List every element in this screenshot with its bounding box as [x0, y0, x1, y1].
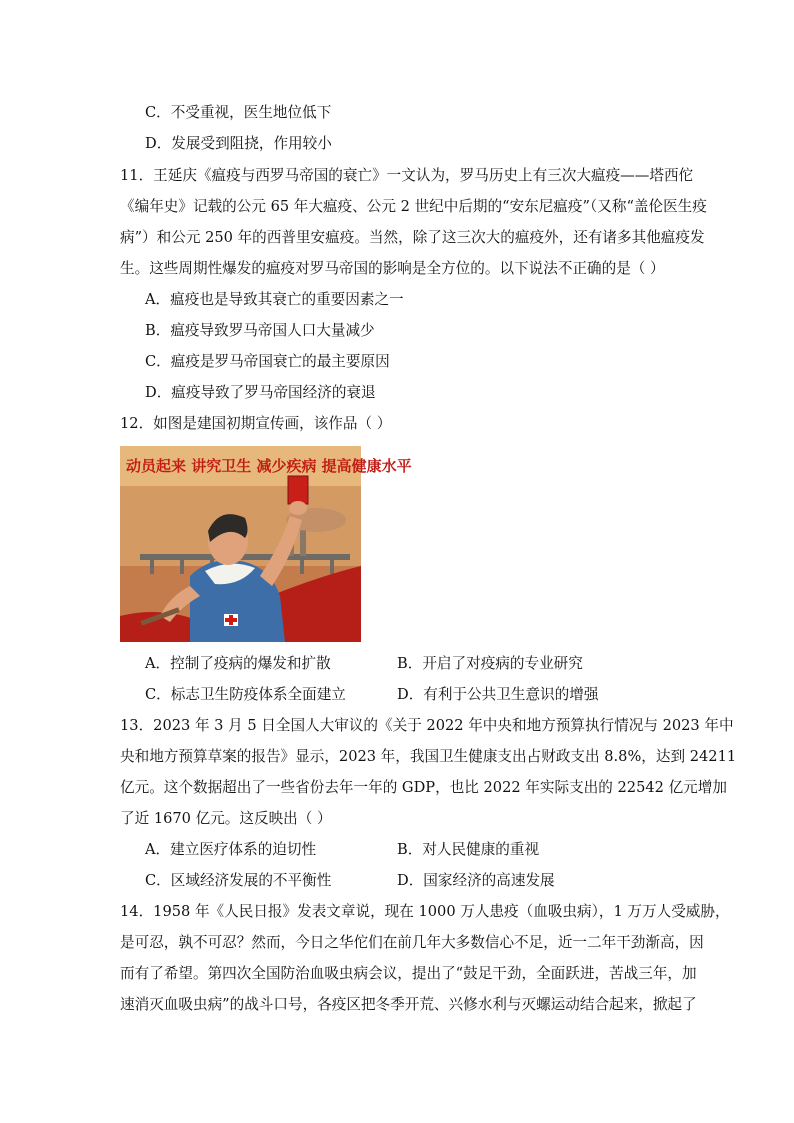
- q13-stem-line-2: 央和地方预算草案的报告》显示，2023 年，我国卫生健康支出占财政支出 8.8%，达到 24211: [120, 748, 737, 765]
- propaganda-poster-image: [120, 446, 412, 642]
- q13-stem-line-4: 了近 1670 亿元。这反映出（ ）: [120, 810, 332, 827]
- q13-stem-line-3: 亿元。这个数据超出了一些省份去年一年的 GDP，也比 2022 年实际支出的 22542 亿元增加: [120, 779, 727, 796]
- q10-option-c: C．不受重视，医生地位低下: [145, 104, 332, 121]
- q14-stem-line-2: 是可忍，孰不可忍？然而，今日之华佗们在前几年大多数信心不足，近一二年干劲渐高，因: [120, 934, 704, 951]
- q13-stem-line-1: 13．2023 年 3 月 5 日全国人大审议的《关于 2022 年中央和地方预算执行情况与 2023 年中: [120, 717, 734, 734]
- poster-slogan: 动员起来 讲究卫生 减少疾病 提高健康水平: [126, 457, 412, 475]
- q14-stem-line-1: 14．1958 年《人民日报》发表文章说，现在 1000 万人患疫（血吸虫病），1 万万人受威胁，: [120, 903, 730, 920]
- q14-stem-line-3: 而有了希望。第四次全国防治血吸虫病会议，提出了“鼓足干劲，全面跃进，苦战三年，加: [120, 965, 697, 982]
- q11-option-c: C．瘟疫是罗马帝国衰亡的最主要原因: [145, 353, 390, 370]
- q12-stem: 12．如图是建国初期宣传画，该作品（ ）: [120, 415, 392, 432]
- q11-option-d: D．瘟疫导致了罗马帝国经济的衰退: [145, 384, 376, 401]
- q11-stem-line-4: 生。这些周期性爆发的瘟疫对罗马帝国的影响是全方位的。以下说法不正确的是（ ）: [120, 260, 665, 277]
- q14-stem-line-4: 速消灭血吸虫病”的战斗口号，各疫区把冬季开荒、兴修水利与灭螺运动结合起来，掀起了: [120, 996, 697, 1013]
- q13-option-b: B．对人民健康的重视: [397, 841, 540, 858]
- q11-option-a: A．瘟疫也是导致其衰亡的重要因素之一: [145, 291, 404, 308]
- q10-option-d: D．发展受到阻挠，作用较小: [145, 135, 332, 152]
- q11-stem-line-3: 病”）和公元 250 年的西普里安瘟疫。当然，除了这三次大的瘟疫外，还有诸多其他瘟疫发: [120, 229, 705, 246]
- q12-option-a: A．控制了疫病的爆发和扩散: [145, 655, 331, 672]
- q11-option-b: B．瘟疫导致罗马帝国人口大量减少: [145, 322, 375, 339]
- q11-stem-line-2: 《编年史》记载的公元 65 年大瘟疫、公元 2 世纪中后期的“安东尼瘟疫”（又称“盖伦医生疫: [120, 198, 707, 215]
- q11-stem-line-1: 11．王延庆《瘟疫与西罗马帝国的衰亡》一文认为，罗马历史上有三次大瘟疫——塔西佗: [120, 167, 694, 184]
- q12-option-c: C．标志卫生防疫体系全面建立: [145, 686, 346, 703]
- q13-option-c: C．区域经济发展的不平衡性: [145, 872, 332, 889]
- q13-option-d: D．国家经济的高速发展: [397, 872, 555, 889]
- q13-option-a: A．建立医疗体系的迫切性: [145, 841, 317, 858]
- q12-option-d: D．有利于公共卫生意识的增强: [397, 686, 599, 703]
- q12-option-b: B．开启了对疫病的专业研究: [397, 655, 583, 672]
